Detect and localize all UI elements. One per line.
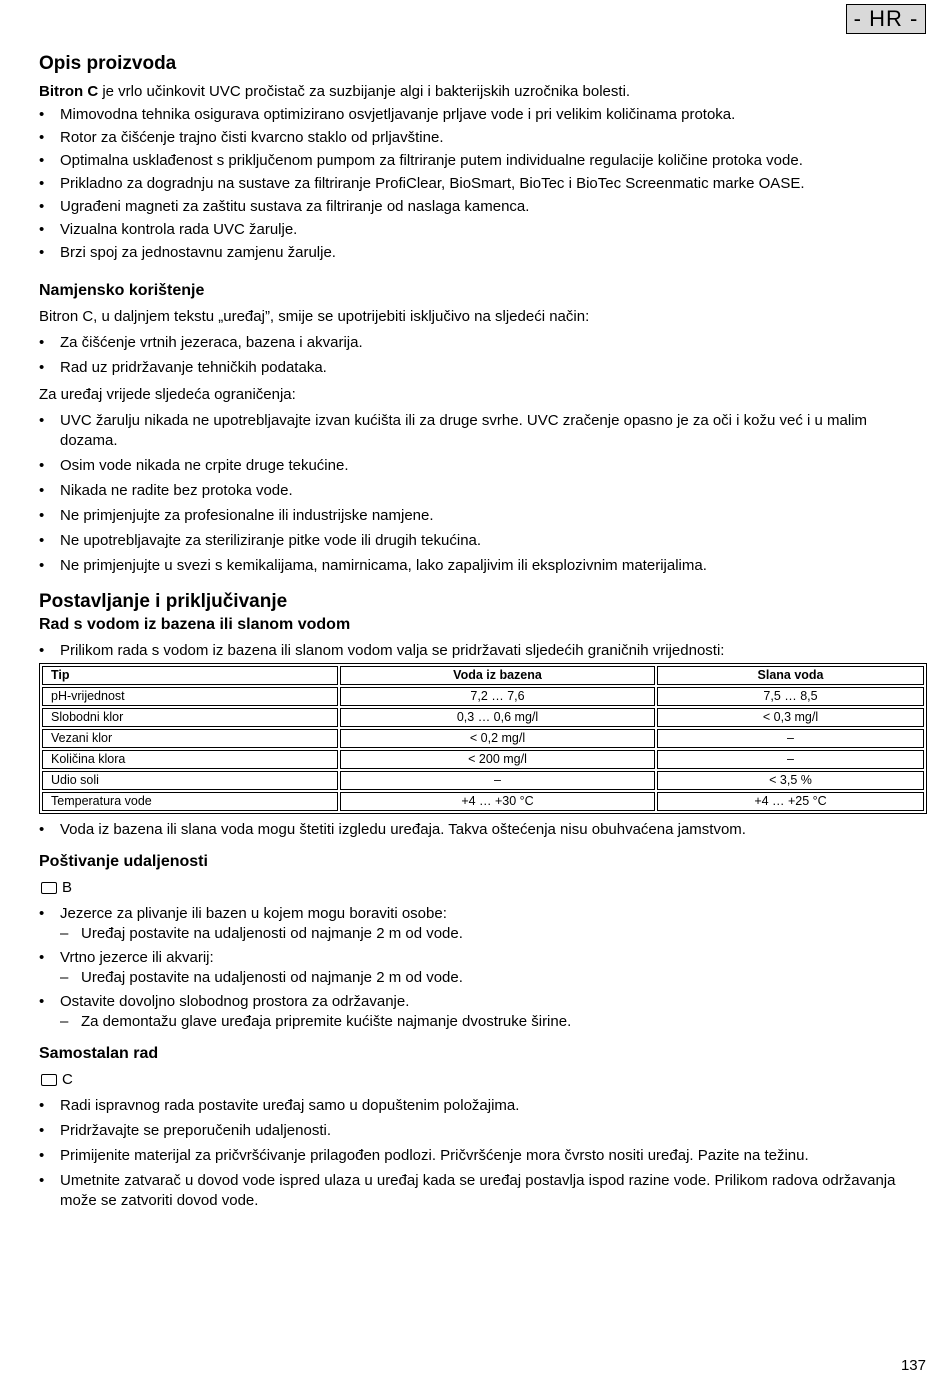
standalone-section-title: Samostalan rad xyxy=(39,1045,159,1062)
table-cell: Količina klora xyxy=(42,750,338,769)
figure-ref-icon xyxy=(41,882,57,894)
sub-list-item: – Za demontažu glave uređaja pripremite kućište najmanje dvostruke širine. xyxy=(39,1012,927,1032)
intended-use-title: Namjensko korištenje xyxy=(39,282,205,299)
table-row xyxy=(42,729,924,748)
list-item: • Osim vode nikada ne crpite druge tekućine. xyxy=(39,456,927,476)
table-row xyxy=(42,750,924,769)
table-cell: 7,5 … 8,5 xyxy=(657,687,924,706)
figure-ref-label: B xyxy=(62,879,73,896)
table-row xyxy=(42,708,924,727)
intended-use-intro: Bitron C, u daljnjem tekstu „uređaj”, smije se upotrijebiti isključivo na sljedeći način: xyxy=(39,308,590,325)
list-item: • Pridržavajte se preporučenih udaljenosti. xyxy=(39,1121,927,1141)
list-item: • Nikada ne radite bez protoka vode. xyxy=(39,481,927,501)
page-content xyxy=(39,53,927,1216)
list-item: • Ugrađeni magneti za zaštitu sustava za filtriranje od naslaga kamenca. xyxy=(39,197,927,217)
limit-values-table xyxy=(39,663,927,814)
table-header-row xyxy=(42,666,924,685)
restrictions-intro: Za uređaj vrijede sljedeća ograničenja: xyxy=(39,386,296,403)
language-badge: - HR - xyxy=(846,4,926,34)
figure-reference xyxy=(39,1070,927,1090)
distance-section-title: Poštivanje udaljenosti xyxy=(39,853,208,870)
intended-use-list xyxy=(39,333,927,378)
list-item: • Ne primjenjujte u svezi s kemikalijama, namirnicama, lako zapaljivim ili eksplozivnim materijalima. xyxy=(39,556,927,576)
list-item: • Prikladno za dogradnju na sustave za filtriranje ProfiClear, BioSmart, BioTec i BioTec Screenmatic marke OASE. xyxy=(39,174,927,194)
restrictions-list xyxy=(39,411,927,576)
list-item: • Primijenite materijal za pričvršćivanje prilagođen podlozi. Pričvršćenje mora čvrsto nositi uređaj. Pazite na težinu. xyxy=(39,1146,927,1166)
table-cell: 0,3 … 0,6 mg/l xyxy=(340,708,655,727)
figure-ref-icon xyxy=(41,1074,57,1086)
product-features-list xyxy=(39,105,927,263)
sub-list-item: – Uređaj postavite na udaljenosti od najmanje 2 m od vode. xyxy=(39,924,927,944)
table-cell: +4 … +30 °C xyxy=(340,792,655,811)
table-cell: Temperatura vode xyxy=(42,792,338,811)
list-item: • Optimalna usklađenost s priključenom pumpom za filtriranje putem individualne regulacije količine protoka vode. xyxy=(39,151,927,171)
standalone-list xyxy=(39,1096,927,1211)
table-row xyxy=(42,792,924,811)
figure-ref-label: C xyxy=(62,1071,73,1088)
figure-reference xyxy=(39,878,927,898)
table-header-cell: Tip xyxy=(42,666,338,685)
list-item: • Vrtno jezerce ili akvarij: xyxy=(39,948,927,968)
table-cell: Vezani klor xyxy=(42,729,338,748)
table-row xyxy=(42,771,924,790)
table-header-cell: Voda iz bazena xyxy=(340,666,655,685)
table-header-cell: Slana voda xyxy=(657,666,924,685)
list-item: • Jezerce za plivanje ili bazen u kojem mogu boraviti osobe: xyxy=(39,904,927,924)
page-number: 137 xyxy=(900,1357,926,1374)
list-item: • Umetnite zatvarač u dovod vode ispred ulaza u uređaj kada se uređaj postavlja ispod razine vode. Prilikom radova održavanja može se zatvoriti dovod vode. xyxy=(39,1171,927,1211)
pool-note-list xyxy=(39,820,927,840)
list-item: • Ostavite dovoljno slobodnog prostora za održavanje. xyxy=(39,992,927,1012)
table-cell: – xyxy=(340,771,655,790)
table-row xyxy=(42,687,924,706)
pool-section-title: Rad s vodom iz bazena ili slanom vodom xyxy=(39,616,351,633)
table-cell: 7,2 … 7,6 xyxy=(340,687,655,706)
table-cell: Slobodni klor xyxy=(42,708,338,727)
list-item: • UVC žarulju nikada ne upotrebljavajte izvan kućišta ili za druge svrhe. UVC zračenje opasno je za oči i kožu već i u malim dozama. xyxy=(39,411,927,451)
list-item: • Rad uz pridržavanje tehničkih podataka. xyxy=(39,358,927,378)
list-item: • Ne primjenjujte za profesionalne ili industrijske namjene. xyxy=(39,506,927,526)
table-cell: – xyxy=(657,729,924,748)
product-description-title: Opis proizvoda xyxy=(39,53,177,74)
list-item: • Ne upotrebljavajte za steriliziranje pitke vode ili drugih tekućina. xyxy=(39,531,927,551)
table-cell: Udio soli xyxy=(42,771,338,790)
list-item: • Prilikom rada s vodom iz bazena ili slanom vodom valja se pridržavati sljedećih graničnih vrijednosti: xyxy=(39,641,927,661)
table-cell: < 200 mg/l xyxy=(340,750,655,769)
product-intro-text: je vrlo učinkovit UVC pročistač za suzbijanje algi i bakterijskih uzročnika bolesti. xyxy=(98,83,631,100)
sub-list-item: – Uređaj postavite na udaljenosti od najmanje 2 m od vode. xyxy=(39,968,927,988)
product-intro xyxy=(39,82,927,102)
list-item: • Radi ispravnog rada postavite uređaj samo u dopuštenim položajima. xyxy=(39,1096,927,1116)
list-item: • Vizualna kontrola rada UVC žarulje. xyxy=(39,220,927,240)
pool-section-list xyxy=(39,641,927,661)
product-name: Bitron C xyxy=(39,83,99,100)
table-cell: < 3,5 % xyxy=(657,771,924,790)
list-item: • Za čišćenje vrtnih jezeraca, bazena i akvarija. xyxy=(39,333,927,353)
table-cell: – xyxy=(657,750,924,769)
list-item: • Mimovodna tehnika osigurava optimizirano osvjetljavanje prljave vode i pri velikim količinama protoka. xyxy=(39,105,927,125)
table-cell: pH-vrijednost xyxy=(42,687,338,706)
distance-list xyxy=(39,904,927,1032)
list-item: • Voda iz bazena ili slana voda mogu štetiti izgledu uređaja. Takva oštećenja nisu obuhvaćena jamstvom. xyxy=(39,820,927,840)
list-item: • Rotor za čišćenje trajno čisti kvarcno staklo od prljavštine. xyxy=(39,128,927,148)
table-cell: +4 … +25 °C xyxy=(657,792,924,811)
installation-title: Postavljanje i priključivanje xyxy=(39,591,288,612)
table-cell: < 0,2 mg/l xyxy=(340,729,655,748)
list-item: • Brzi spoj za jednostavnu zamjenu žarulje. xyxy=(39,243,927,263)
table-cell: < 0,3 mg/l xyxy=(657,708,924,727)
